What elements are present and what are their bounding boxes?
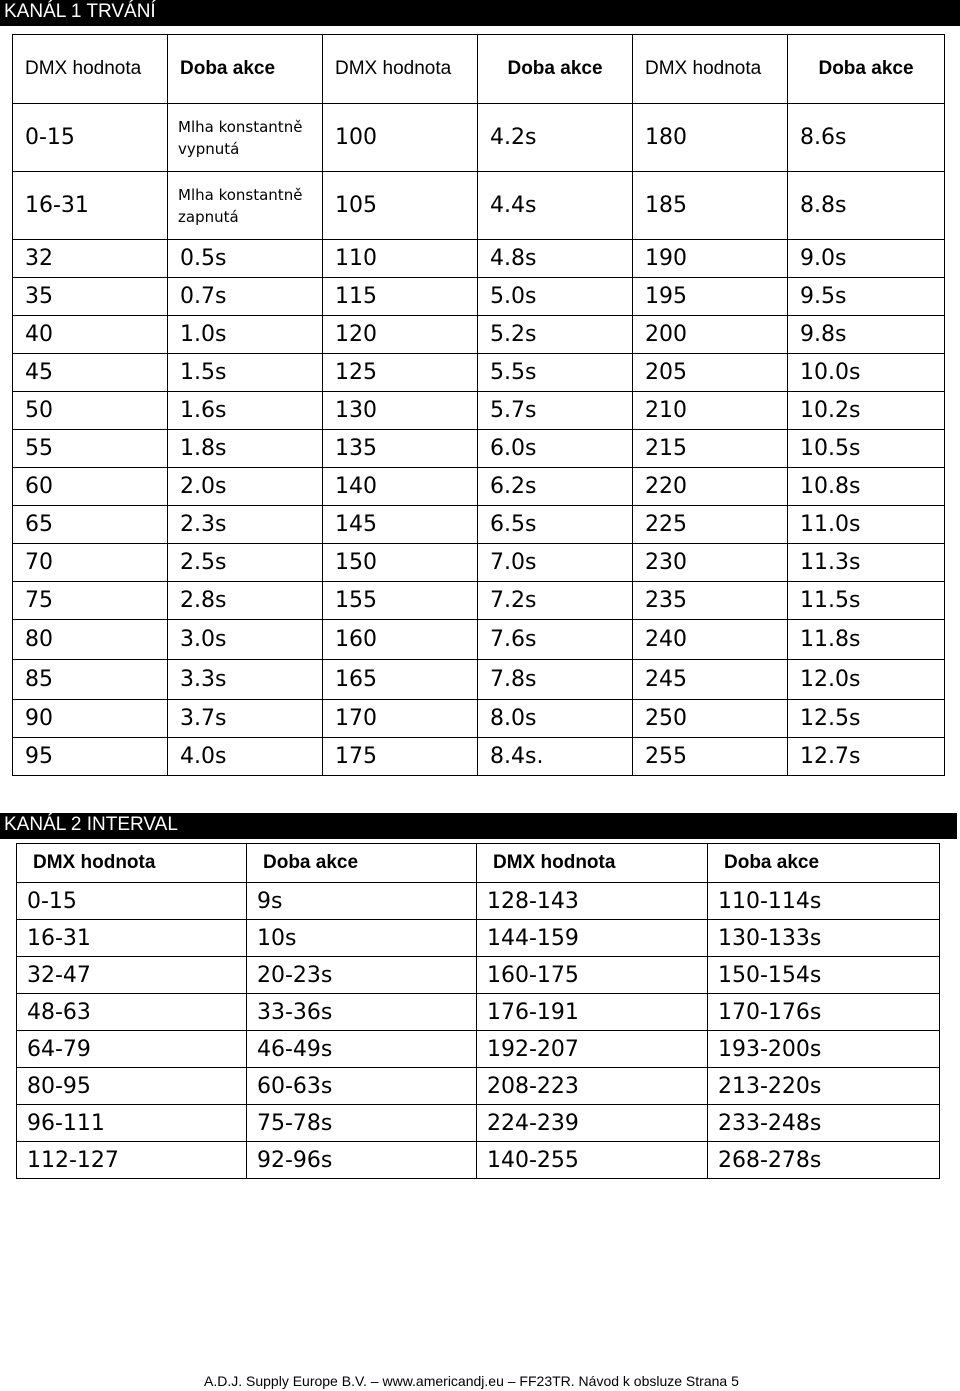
action-time-cell: 4.4s: [478, 172, 633, 240]
channel2-heading: KANÁL 2 INTERVAL: [0, 813, 957, 839]
action-time-cell: 9.0s: [788, 240, 945, 278]
channel1-duration-table: [12, 34, 945, 776]
action-time-cell: 92-96s: [247, 1142, 477, 1179]
action-time-cell: 170-176s: [708, 994, 940, 1031]
action-time-cell: 75-78s: [247, 1105, 477, 1142]
table-row: [13, 430, 945, 468]
table-row: [13, 278, 945, 316]
column-header-dmx-value: DMX hodnota: [13, 35, 168, 104]
action-time-cell: 6.2s: [478, 468, 633, 506]
action-time-cell: 10s: [247, 920, 477, 957]
dmx-value-cell: 240: [633, 620, 788, 660]
dmx-value-cell: 160-175: [477, 957, 708, 994]
action-time-cell: 46-49s: [247, 1031, 477, 1068]
action-time-cell: 0.7s: [168, 278, 323, 316]
action-time-cell: 8.6s: [788, 104, 945, 172]
dmx-value-cell: 70: [13, 544, 168, 582]
dmx-value-cell: 205: [633, 354, 788, 392]
dmx-value-cell: 176-191: [477, 994, 708, 1031]
dmx-value-cell: 195: [633, 278, 788, 316]
action-time-cell: 11.0s: [788, 506, 945, 544]
dmx-value-cell: 0-15: [13, 104, 168, 172]
table-row: [13, 506, 945, 544]
action-time-cell: 10.2s: [788, 392, 945, 430]
dmx-value-cell: 250: [633, 700, 788, 738]
action-time-cell: 5.2s: [478, 316, 633, 354]
action-time-cell: 5.7s: [478, 392, 633, 430]
action-time-cell: 7.8s: [478, 660, 633, 700]
action-time-cell: 1.8s: [168, 430, 323, 468]
dmx-value-cell: 230: [633, 544, 788, 582]
dmx-value-cell: 80-95: [17, 1068, 247, 1105]
action-time-cell: 11.8s: [788, 620, 945, 660]
dmx-value-cell: 220: [633, 468, 788, 506]
dmx-value-cell: 140-255: [477, 1142, 708, 1179]
dmx-value-cell: 16-31: [13, 172, 168, 240]
table-row: [17, 920, 940, 957]
action-time-cell: 193-200s: [708, 1031, 940, 1068]
dmx-value-cell: 180: [633, 104, 788, 172]
action-time-cell: 9s: [247, 883, 477, 920]
table-row: [13, 468, 945, 506]
action-time-cell: 8.4s.: [478, 738, 633, 776]
action-time-cell: 12.7s: [788, 738, 945, 776]
table-row: [17, 1068, 940, 1105]
dmx-value-cell: 115: [323, 278, 478, 316]
action-time-cell: 4.2s: [478, 104, 633, 172]
table-row: [17, 1142, 940, 1179]
action-time-cell: 3.0s: [168, 620, 323, 660]
table-row: [13, 354, 945, 392]
dmx-value-cell: 225: [633, 506, 788, 544]
action-time-cell: Mlha konstantně zapnutá: [168, 172, 323, 240]
dmx-value-cell: 128-143: [477, 883, 708, 920]
action-time-cell: 20-23s: [247, 957, 477, 994]
column-header-dmx-value: DMX hodnota: [633, 35, 788, 104]
dmx-value-cell: 0-15: [17, 883, 247, 920]
table-row: [13, 104, 945, 172]
dmx-value-cell: 85: [13, 660, 168, 700]
action-time-cell: 4.8s: [478, 240, 633, 278]
dmx-value-cell: 145: [323, 506, 478, 544]
column-header-dmx-value: DMX hodnota: [477, 844, 708, 883]
dmx-value-cell: 150: [323, 544, 478, 582]
dmx-value-cell: 100: [323, 104, 478, 172]
dmx-value-cell: 48-63: [17, 994, 247, 1031]
table-row: [17, 957, 940, 994]
dmx-value-cell: 170: [323, 700, 478, 738]
dmx-value-cell: 200: [633, 316, 788, 354]
column-header-dmx-value: DMX hodnota: [323, 35, 478, 104]
action-time-cell: 5.0s: [478, 278, 633, 316]
action-time-cell: 8.8s: [788, 172, 945, 240]
table-row: [17, 1105, 940, 1142]
dmx-value-cell: 255: [633, 738, 788, 776]
dmx-value-cell: 110: [323, 240, 478, 278]
action-time-cell: 150-154s: [708, 957, 940, 994]
table-row: [17, 1031, 940, 1068]
column-header-action-time: Doba akce: [168, 35, 323, 104]
action-time-cell: 130-133s: [708, 920, 940, 957]
dmx-value-cell: 95: [13, 738, 168, 776]
dmx-value-cell: 235: [633, 582, 788, 620]
action-time-cell: 2.8s: [168, 582, 323, 620]
table-row: [13, 172, 945, 240]
table-row: [13, 240, 945, 278]
dmx-value-cell: 140: [323, 468, 478, 506]
table-row: [17, 994, 940, 1031]
table-row: [13, 392, 945, 430]
action-time-cell: 2.5s: [168, 544, 323, 582]
action-time-cell: 12.5s: [788, 700, 945, 738]
column-header-action-time: Doba akce: [708, 844, 940, 883]
column-header-action-time: Doba akce: [478, 35, 633, 104]
dmx-value-cell: 80: [13, 620, 168, 660]
dmx-value-cell: 90: [13, 700, 168, 738]
table-header-row: [17, 844, 940, 883]
action-time-cell: 10.5s: [788, 430, 945, 468]
action-time-cell: 33-36s: [247, 994, 477, 1031]
dmx-value-cell: 155: [323, 582, 478, 620]
dmx-value-cell: 32-47: [17, 957, 247, 994]
channel1-heading: KANÁL 1 TRVÁNÍ: [0, 0, 960, 26]
column-header-action-time: Doba akce: [788, 35, 945, 104]
dmx-value-cell: 65: [13, 506, 168, 544]
dmx-value-cell: 208-223: [477, 1068, 708, 1105]
dmx-value-cell: 50: [13, 392, 168, 430]
action-time-cell: 233-248s: [708, 1105, 940, 1142]
dmx-value-cell: 175: [323, 738, 478, 776]
dmx-value-cell: 215: [633, 430, 788, 468]
dmx-value-cell: 35: [13, 278, 168, 316]
dmx-value-cell: 130: [323, 392, 478, 430]
dmx-value-cell: 144-159: [477, 920, 708, 957]
action-time-cell: 8.0s: [478, 700, 633, 738]
action-time-cell: 3.7s: [168, 700, 323, 738]
action-time-cell: 11.5s: [788, 582, 945, 620]
dmx-value-cell: 185: [633, 172, 788, 240]
dmx-value-cell: 160: [323, 620, 478, 660]
action-time-cell: 110-114s: [708, 883, 940, 920]
table-row: [13, 544, 945, 582]
action-time-cell: 7.2s: [478, 582, 633, 620]
action-time-cell: 268-278s: [708, 1142, 940, 1179]
table-header-row: [13, 35, 945, 104]
action-time-cell: 5.5s: [478, 354, 633, 392]
action-time-cell: 1.0s: [168, 316, 323, 354]
page-footer: A.D.J. Supply Europe B.V. – www.americandj.eu – FF23TR. Návod k obsluze Strana 5: [204, 1373, 739, 1389]
dmx-value-cell: 125: [323, 354, 478, 392]
action-time-cell: 11.3s: [788, 544, 945, 582]
dmx-value-cell: 190: [633, 240, 788, 278]
action-time-cell: 2.3s: [168, 506, 323, 544]
action-time-cell: 9.8s: [788, 316, 945, 354]
action-time-cell: 6.0s: [478, 430, 633, 468]
dmx-value-cell: 96-111: [17, 1105, 247, 1142]
dmx-value-cell: 105: [323, 172, 478, 240]
dmx-value-cell: 64-79: [17, 1031, 247, 1068]
dmx-value-cell: 16-31: [17, 920, 247, 957]
table-row: [13, 700, 945, 738]
action-time-cell: 2.0s: [168, 468, 323, 506]
table-row: [17, 883, 940, 920]
action-time-cell: 3.3s: [168, 660, 323, 700]
dmx-value-cell: 75: [13, 582, 168, 620]
channel2-interval-table: [16, 843, 940, 1179]
dmx-value-cell: 60: [13, 468, 168, 506]
action-time-cell: 12.0s: [788, 660, 945, 700]
action-time-cell: 1.6s: [168, 392, 323, 430]
action-time-cell: 10.8s: [788, 468, 945, 506]
dmx-value-cell: 55: [13, 430, 168, 468]
column-header-action-time: Doba akce: [247, 844, 477, 883]
table-row: [13, 738, 945, 776]
action-time-cell: 9.5s: [788, 278, 945, 316]
dmx-value-cell: 135: [323, 430, 478, 468]
dmx-value-cell: 192-207: [477, 1031, 708, 1068]
table-row: [13, 660, 945, 700]
table-row: [13, 582, 945, 620]
dmx-value-cell: 245: [633, 660, 788, 700]
column-header-dmx-value: DMX hodnota: [17, 844, 247, 883]
dmx-value-cell: 112-127: [17, 1142, 247, 1179]
dmx-value-cell: 210: [633, 392, 788, 430]
dmx-value-cell: 45: [13, 354, 168, 392]
table-row: [13, 620, 945, 660]
action-time-cell: 10.0s: [788, 354, 945, 392]
dmx-value-cell: 32: [13, 240, 168, 278]
action-time-cell: 1.5s: [168, 354, 323, 392]
action-time-cell: 4.0s: [168, 738, 323, 776]
action-time-cell: 213-220s: [708, 1068, 940, 1105]
action-time-cell: 60-63s: [247, 1068, 477, 1105]
action-time-cell: 7.0s: [478, 544, 633, 582]
dmx-value-cell: 40: [13, 316, 168, 354]
action-time-cell: 0.5s: [168, 240, 323, 278]
action-time-cell: 7.6s: [478, 620, 633, 660]
table-row: [13, 316, 945, 354]
dmx-value-cell: 120: [323, 316, 478, 354]
dmx-value-cell: 224-239: [477, 1105, 708, 1142]
dmx-value-cell: 165: [323, 660, 478, 700]
action-time-cell: Mlha konstantně vypnutá: [168, 104, 323, 172]
action-time-cell: 6.5s: [478, 506, 633, 544]
